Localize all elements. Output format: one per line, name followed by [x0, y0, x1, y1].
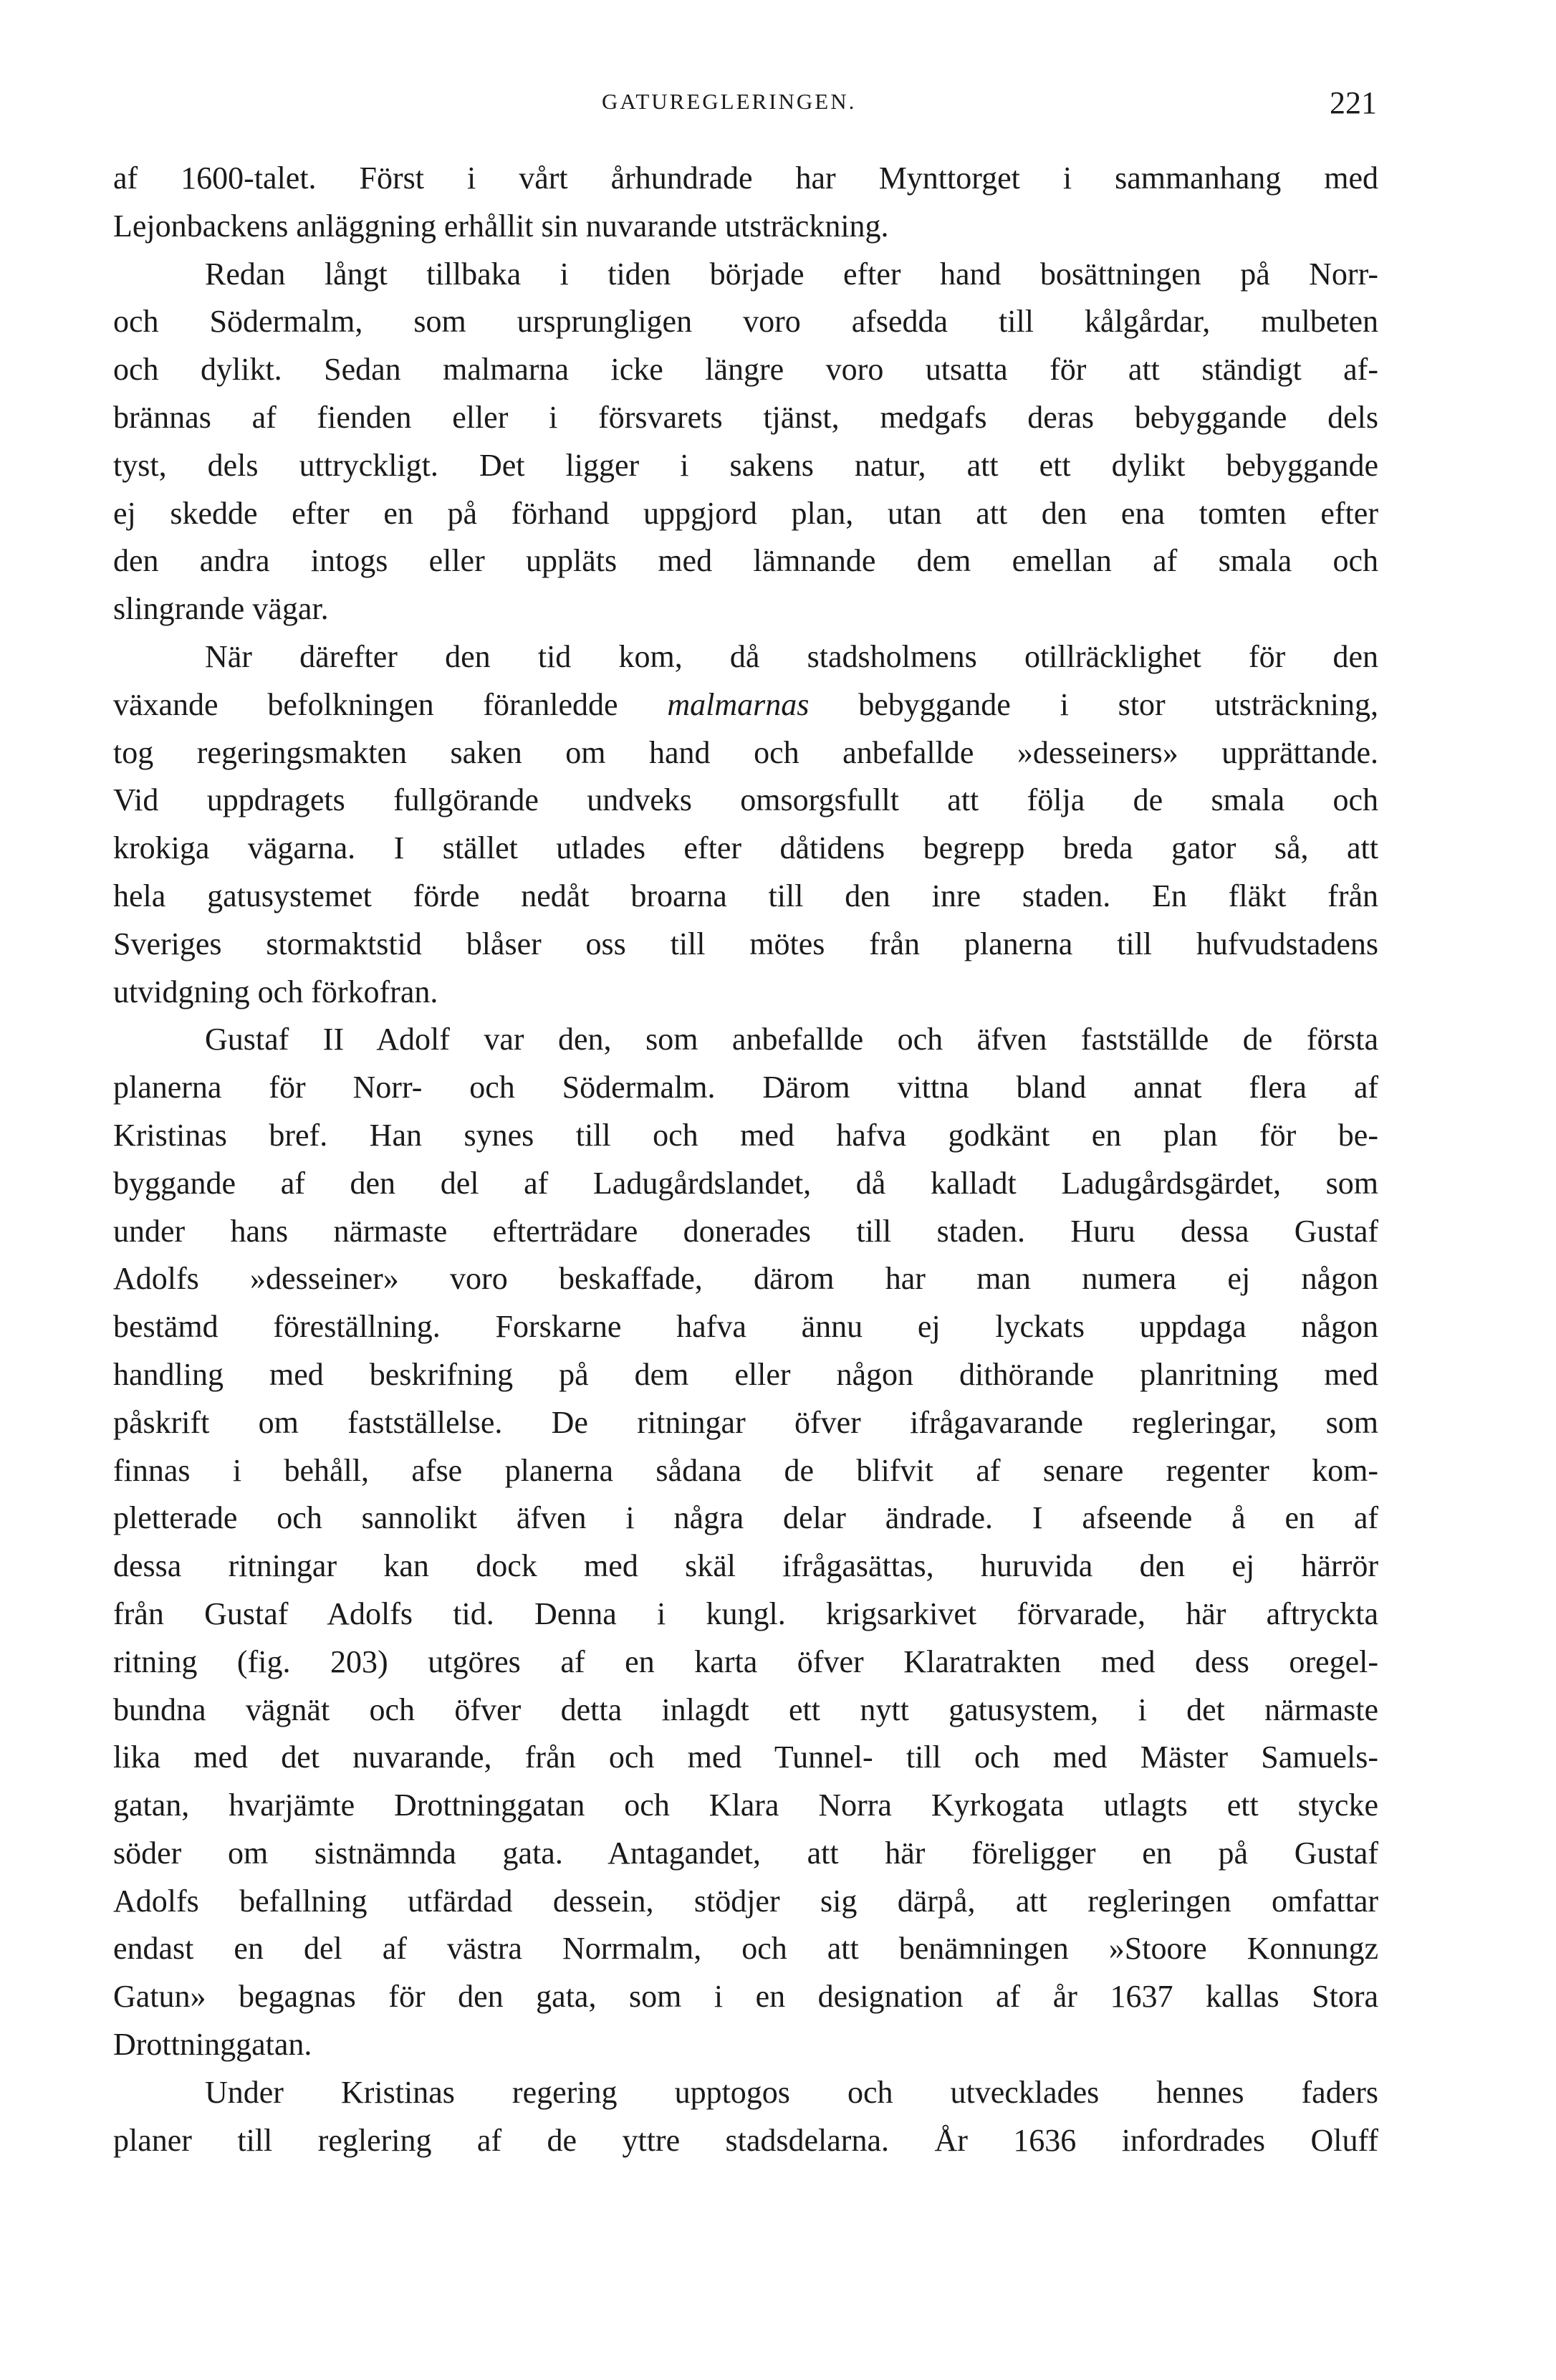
text-line: bestämd föreställning. Forskarne hafva ännu ej lyckats uppdaga någon — [113, 1309, 1378, 1345]
text-line: påskrift om fastställelse. De ritningar öfver ifrågavarande regleringar, som — [113, 1404, 1378, 1440]
text-line: dessa ritningar kan dock med skäl ifrågasättas, huruvida den ej härrör — [113, 1548, 1378, 1584]
text-line: endast en del af västra Norrmalm, och att benämningen »Stoore Konnungz — [113, 1931, 1378, 1967]
text-line: slingrande vägar. — [113, 591, 329, 627]
text-line: tog regeringsmakten saken om hand och anbefallde »desseiners» upprättande. — [113, 734, 1378, 770]
text-line: Adolfs »desseiner» voro beskaffade, därom har man numera ej någon — [113, 1261, 1378, 1297]
paragraph-start-line: Gustaf II Adolf var den, som anbefallde och äfven fastställde de första — [205, 1022, 1378, 1057]
text-line: Adolfs befallning utfärdad dessein, stödjer sig därpå, att regleringen omfattar — [113, 1883, 1378, 1919]
paragraph-start-line: Under Kristinas regering upptogos och utvecklades hennes faders — [205, 2074, 1378, 2110]
text-line: krokiga vägarna. I stället utlades efter dåtidens begrepp breda gator så, att — [113, 830, 1378, 866]
text-line: tyst, dels uttryckligt. Det ligger i sakens natur, att ett dylikt bebyggande — [113, 447, 1378, 483]
text-line: bundna vägnät och öfver detta inlagdt ett nytt gatusystem, i det närmaste — [113, 1692, 1378, 1727]
text-line: Lejonbackens anläggning erhållit sin nuvarande utsträckning. — [113, 208, 889, 244]
italic-word: malmarnas — [667, 686, 810, 722]
text-line: under hans närmaste efterträdare donerades till staden. Huru dessa Gustaf — [113, 1213, 1378, 1249]
text-line: planer till reglering af de yttre stadsdelarna. År 1636 infordrades Oluff — [113, 2122, 1378, 2158]
body-text — [113, 155, 1378, 2164]
text-line: Sveriges stormaktstid blåser oss till mötes från planerna till hufvudstadens — [113, 926, 1378, 961]
text-line: Vid uppdragets fullgörande undveks omsorgsfullt att följa de smala och — [113, 782, 1378, 818]
text-line: brännas af fienden eller i försvarets tjänst, medgafs deras bebyggande dels — [113, 399, 1378, 435]
page-number: 221 — [1330, 85, 1377, 120]
text-line: Kristinas bref. Han synes till och med hafva godkänt en plan för be- — [113, 1117, 1378, 1153]
text-line: byggande af den del af Ladugårdslandet, då kalladt Ladugårdsgärdet, som — [113, 1165, 1378, 1201]
text-line: från Gustaf Adolfs tid. Denna i kungl. krigsarkivet förvarade, här aftryckta — [113, 1596, 1378, 1631]
text-line: af 1600-talet. Först i vårt århundrade har Mynttorget i sammanhang med — [113, 160, 1378, 196]
text-line: handling med beskrifning på dem eller någon dithörande planritning med — [113, 1356, 1378, 1392]
text-line: Gatun» begagnas för den gata, som i en designation af år 1637 kallas Stora — [113, 1979, 1378, 2015]
text-line: pletterade och sannolikt äfven i några delar ändrade. I afseende å en af — [113, 1500, 1378, 1536]
text-line: ritning (fig. 203) utgöres af en karta öfver Klaratrakten med dess oregel- — [113, 1644, 1378, 1679]
running-title: GATUREGLERINGEN. — [602, 89, 857, 114]
text-line: hela gatusystemet förde nedåt broarna till den inre staden. En fläkt från — [113, 878, 1378, 913]
text-line: ej skedde efter en på förhand uppgjord plan, utan att den ena tomten efter — [113, 495, 1378, 531]
text-line-with-italic: växande befolkningen föranledde malmarnas bebyggande i stor utsträckning, — [113, 686, 1378, 722]
text-line: planerna för Norr- och Södermalm. Därom vittna bland annat flera af — [113, 1070, 1378, 1105]
text-line: lika med det nuvarande, från och med Tunnel- till och med Mäster Samuels- — [113, 1740, 1378, 1775]
paragraph-start-line: När därefter den tid kom, då stadsholmens otillräcklighet för den — [205, 638, 1378, 674]
text-line: utvidgning och förkofran. — [113, 974, 438, 1009]
text-line: finnas i behåll, afse planerna sådana de blifvit af senare regenter kom- — [113, 1452, 1378, 1488]
text-line: den andra intogs eller uppläts med lämnande dem emellan af smala och — [113, 543, 1378, 579]
text-line: och Södermalm, som ursprungligen voro afsedda till kålgårdar, mulbeten — [113, 304, 1378, 340]
text-line: och dylikt. Sedan malmarna icke längre voro utsatta för att ständigt af- — [113, 352, 1378, 388]
paragraph-start-line: Redan långt tillbaka i tiden började efter hand bosättningen på Norr- — [205, 256, 1378, 292]
text-line: Drottninggatan. — [113, 2027, 312, 2063]
text-line: gatan, hvarjämte Drottninggatan och Klara Norra Kyrkogata utlagts ett stycke — [113, 1788, 1378, 1823]
text-line: söder om sistnämnda gata. Antagandet, att här föreligger en på Gustaf — [113, 1835, 1378, 1871]
